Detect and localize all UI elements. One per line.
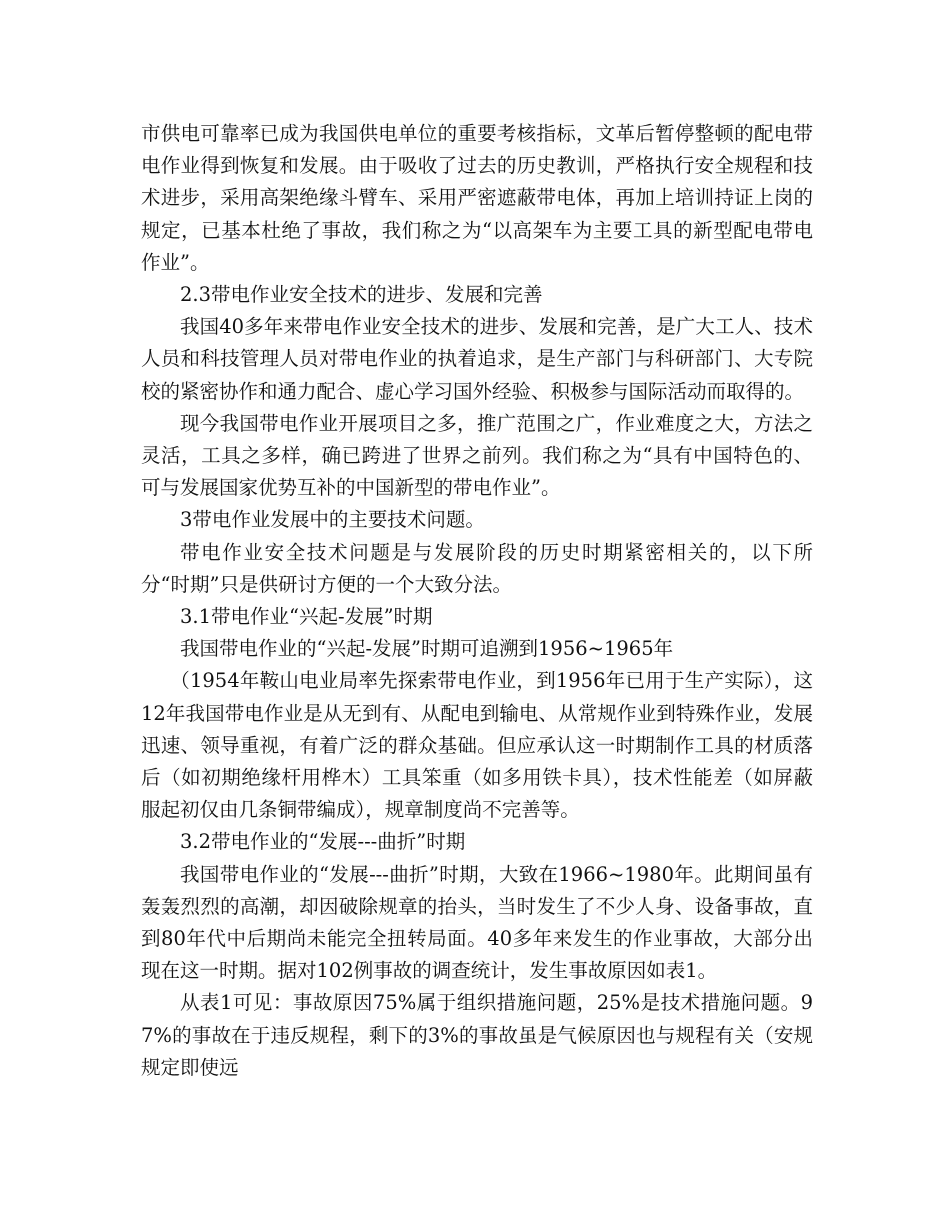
section-heading-2-3: 2.3带电作业安全技术的进步、发展和完善 xyxy=(180,283,543,307)
section-heading-3-1: 3.1带电作业“兴起-发展”时期 xyxy=(180,605,433,629)
paragraph-7: 我国带电作业的“发展---曲折”时期，大致在1966~1980年。此期间虽有轰轰烈烈的高潮，却因破除规章的抬头，当时发生了不少人身、设备事故，直到80年代中后期尚未能完全扭转局面。40多年来发生的作业事故，大部分出现在这一时期。据对102例事故的调查统计，发生事故原因如表1。 xyxy=(141,862,813,983)
section-heading-3: 3带电作业发展中的主要技术问题。 xyxy=(180,508,485,532)
paragraph-5: 我国带电作业的“兴起-发展”时期可追溯到1956~1965年 xyxy=(180,637,674,661)
section-heading-3-2: 3.2带电作业的“发展---曲折”时期 xyxy=(180,830,466,854)
paragraph-4: 带电作业安全技术问题是与发展阶段的历史时期紧密相关的，以下所分“时期”只是供研讨方便的一个大致分法。 xyxy=(141,540,813,596)
paragraph-8: 从表1可见：事故原因75%属于组织措施问题，25%是技术措施问题。97%的事故在于违反规程，剩下的3%的事故虽是气候原因也与规程有关（安规规定即使远 xyxy=(141,991,813,1079)
paragraph-6: （1954年鞍山电业局率先探索带电作业，到1956年已用于生产实际），这12年我国带电作业是从无到有、从配电到输电、从常规作业到特殊作业，发展迅速、领导重视，有着广泛的群众基础。但应承认这一时期制作工具的材质落后（如初期绝缘杆用桦木）工具笨重（如多用铁卡具），技术性能差（如屏蔽服起初仅由几条铜带编成），规章制度尚不完善等。 xyxy=(141,669,813,822)
paragraph-3: 现今我国带电作业开展项目之多，推广范围之广，作业难度之大，方法之灵活，工具之多样，确已跨进了世界之前列。我们称之为“具有中国特色的、可与发展国家优势互补的中国新型的带电作业”。 xyxy=(141,411,813,500)
document-body xyxy=(141,118,813,1084)
paragraph-2: 我国40多年来带电作业安全技术的进步、发展和完善，是广大工人、技术人员和科技管理人员对带电作业的执着追求，是生产部门与科研部门、大专院校的紧密协作和通力配合、虚心学习国外经验、积极参与国际活动而取得的。 xyxy=(141,315,813,403)
paragraph-1: 市供电可靠率已成为我国供电单位的重要考核指标，文革后暂停整顿的配电带电作业得到恢复和发展。由于吸收了过去的历史教训，严格执行安全规程和技术进步，采用高架绝缘斗臂车、采用严密遮蔽带电体，再加上培训持证上岗的规定，已基本杜绝了事故，我们称之为“以高架车为主要工具的新型配电带电作业”。 xyxy=(141,122,813,274)
